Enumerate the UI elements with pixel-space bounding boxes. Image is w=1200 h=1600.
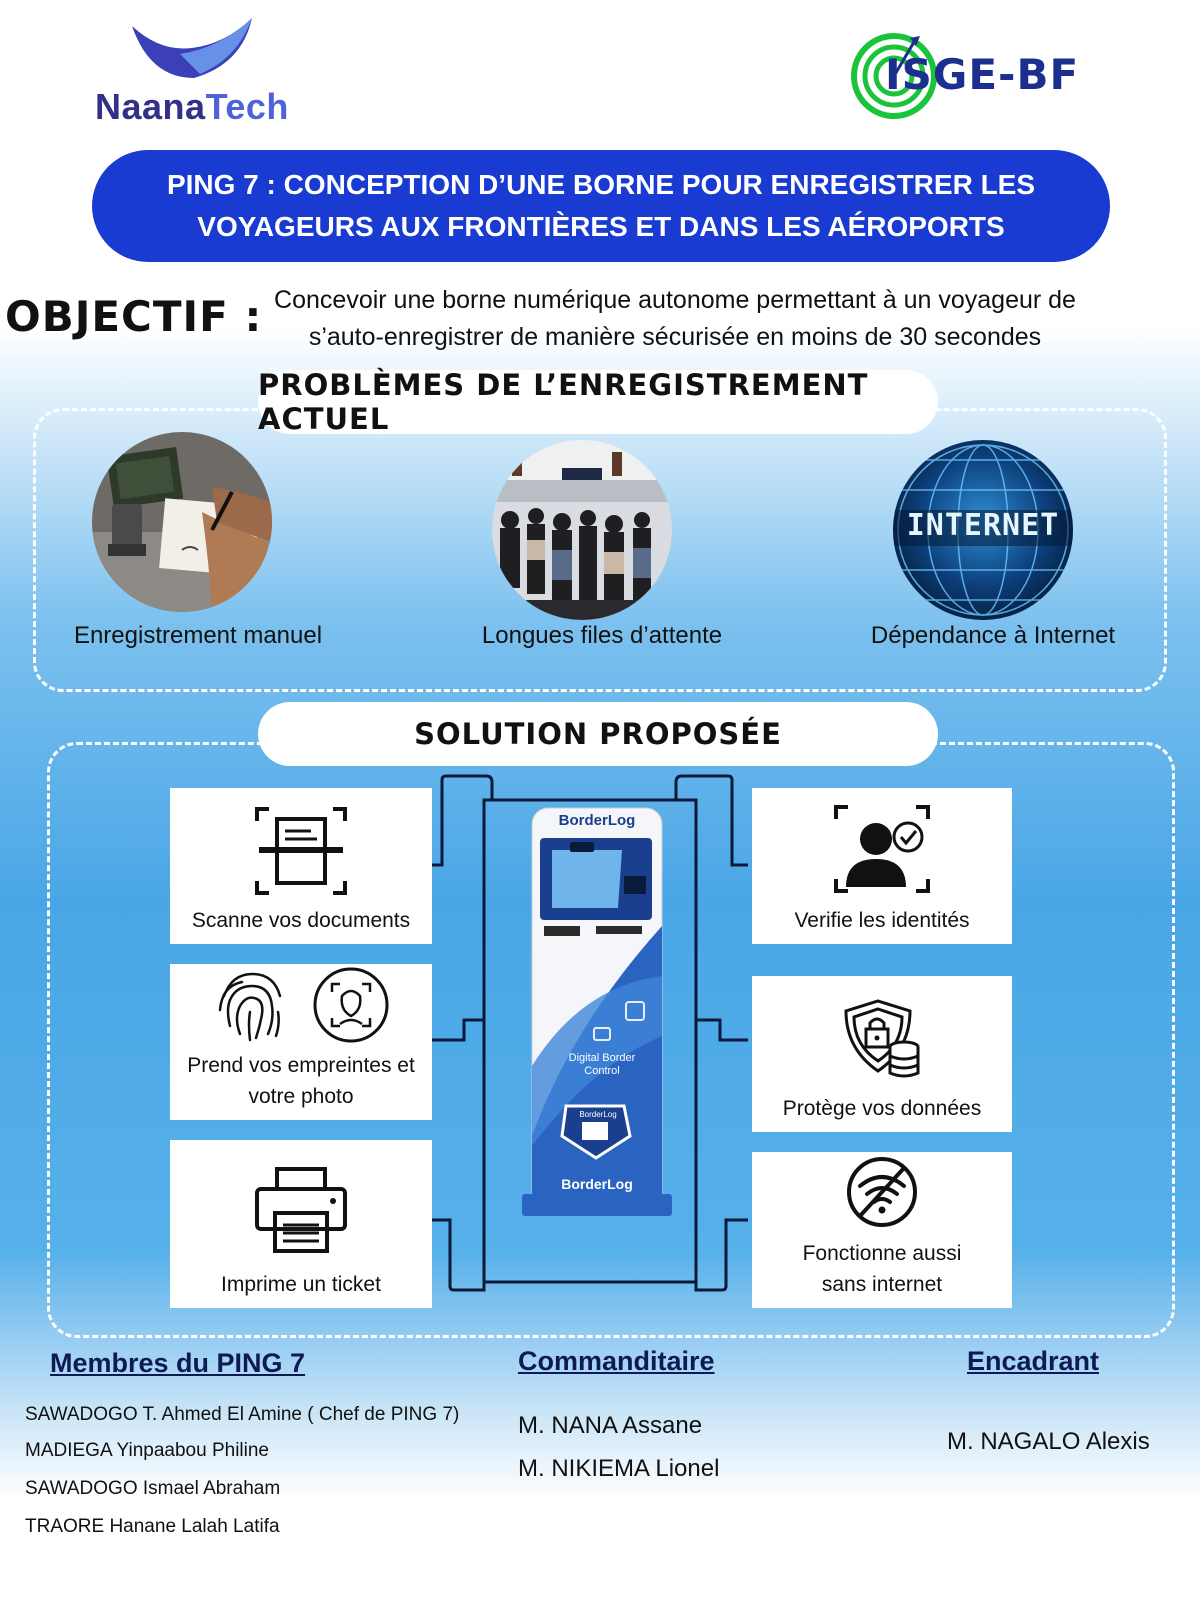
sponsor-1: M. NANA Assane [518,1412,703,1439]
feature-verify-identity [752,788,1012,944]
supervisor-name: M. NAGALO Alexis [947,1428,1150,1455]
kiosk-brand-bottom: BorderLog [561,1176,633,1192]
kiosk-illustration-icon [512,806,682,1226]
airport-queue-photo-icon [492,440,672,620]
isge-bf-logo [850,28,1130,128]
isge-wordmark: ISGE-BF [885,50,1080,99]
manual-stamp-photo-icon [92,432,272,612]
feature-label-print: Imprime un ticket [221,1273,381,1296]
naanatech-wave-icon [130,18,255,82]
naanatech-logo [95,18,295,128]
kiosk-panel-line-2: Control [584,1065,620,1077]
problem-label-internet: Dépendance à Internet [870,622,1116,649]
no-wifi-icon [846,1156,918,1228]
shield-lock-icon [840,997,924,1081]
feature-label-offline [803,1238,962,1300]
borderlog-kiosk [512,806,682,1226]
kiosk-brand-top: BorderLog [558,812,636,829]
feature-scan-documents [170,788,432,944]
member-2: MADIEGA Yinpaabou Philine [25,1440,269,1461]
objective-label: OBJECTIF : [5,292,263,341]
supervisor-heading: Encadrant [967,1346,1100,1376]
title-line-2: VOYAGEURS AUX FRONTIÈRES ET DANS LES AÉROPORTS [197,211,1005,242]
title-banner [92,150,1110,262]
objective-text [225,282,1125,356]
feature-label-fingerprint-line-2: votre photo [248,1085,354,1108]
member-3: SAWADOGO Ismael Abraham [25,1478,281,1499]
sponsor-2: M. NIKIEMA Lionel [518,1455,720,1482]
member-1: SAWADOGO T. Ahmed El Amine ( Chef de PING 7) [25,1404,460,1425]
feature-print-ticket [170,1140,432,1308]
printer-icon [253,1165,349,1255]
feature-label-offline-line-2: sans internet [821,1273,943,1296]
feature-label-fingerprint-line-1: Prend vos empreintes et [187,1054,415,1077]
problem-label-manual: Enregistrement manuel [73,622,323,649]
kiosk-badge-text: BorderLog [579,1110,617,1119]
fingerprint-icon [212,966,290,1044]
document-scan-icon [251,803,351,899]
feature-label-fingerprint [187,1050,415,1112]
solution-heading: SOLUTION PROPOSÉE [258,702,938,766]
problem-label-queues: Longues files d’attente [481,622,723,649]
objective-line-1: Concevoir une borne numérique autonome permettant à un voyageur de [274,286,1076,314]
feature-label-scan: Scanne vos documents [191,909,411,932]
feature-label-offline-line-1: Fonctionne aussi [802,1242,962,1265]
kiosk-panel-line-1: Digital Border [568,1052,636,1064]
kiosk-panel-text [542,1052,662,1078]
title-line-1: PING 7 : CONCEPTION D’UNE BORNE POUR ENREGISTRER LES [166,169,1036,200]
feature-fingerprint-photo [170,964,432,1120]
internet-image-text: INTERNET [906,508,1060,543]
problems-heading: PROBLÈMES DE L’ENREGISTREMENT ACTUEL [258,370,938,434]
objective-line-2: s’auto-enregistrer de manière sécurisée en moins de 30 secondes [308,323,1042,351]
members-heading: Membres du PING 7 [50,1348,306,1378]
internet-globe-photo-icon [893,440,1073,620]
feature-protect-data [752,976,1012,1132]
feature-offline [752,1152,1012,1308]
identity-check-icon [832,803,932,895]
page-title [121,164,1081,248]
naanatech-wordmark: NaanaTech [95,86,289,127]
feature-label-protect: Protège vos données [782,1097,982,1120]
member-4: TRAORE Hanane Lalah Latifa [25,1516,280,1537]
face-photo-icon [312,966,390,1044]
feature-label-verify: Verifie les identités [794,909,970,932]
sponsor-heading: Commanditaire [518,1346,715,1376]
